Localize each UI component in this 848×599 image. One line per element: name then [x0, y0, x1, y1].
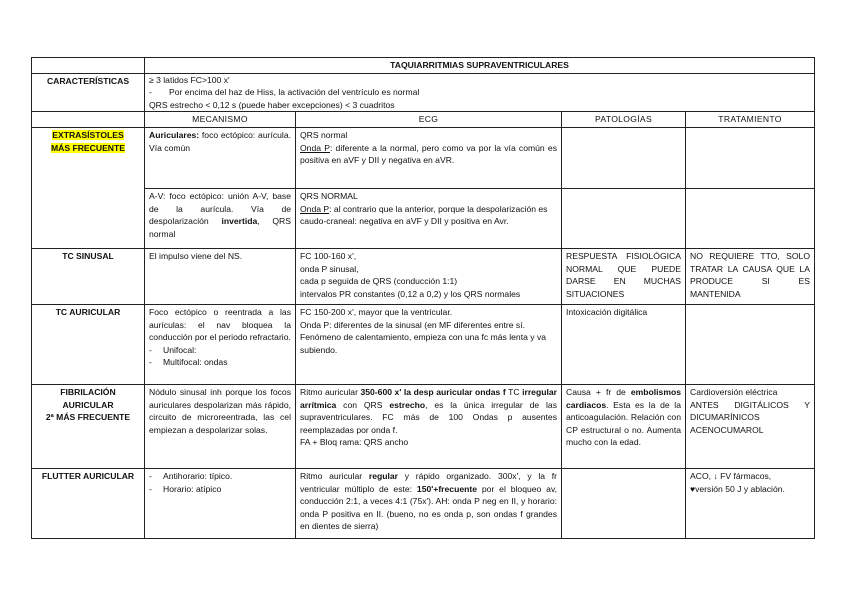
- ecg-cell: Ritmo auricular regular y rápido organizado. 300x', y la fr ventricular múltiplo de este: 150'+frecuente por el bloqueo av, conducción 2:1, a veces 4:1 (75x'). AH: onda P neg en II, y horario: onda P positiva en II. (bueno, no es onda p, son ondas f grandes en dientes de sierra): [296, 468, 562, 538]
- column-header-tratamiento: TRATAMIENTO: [686, 112, 815, 128]
- table-row-tc-sinusal: [32, 248, 815, 304]
- patologias-cell: RESPUESTA FISIOLÓGICA NORMAL QUE PUEDE DARSE EN MUCHAS SITUACIONES: [562, 248, 686, 304]
- ecg-cell: Ritmo auricular 350-600 x' la desp auricular ondas f TC irregular arrítmica con QRS estrecho, es la única irregular de las supraventriculares. FC más de 100 Ondas p ausentes reemplazadas por onda f. FA + Bloq rama: QRS ancho: [296, 384, 562, 468]
- ecg-cell: FC 150-200 x', mayor que la ventricular. Onda P: diferentes de la sinusal (en MF diferentes entre sí. Fenómeno de calentamiento, empieza con una fc más lenta y va subiendo.: [296, 304, 562, 384]
- ecg-cell: QRS normal Onda P: diferente a la normal, pero como va por la vía común es positiva en aVF y DII y negativa en aVR.: [296, 127, 562, 188]
- patologias-cell: Intoxicación digitálica: [562, 304, 686, 384]
- tratamiento-cell: ACO, ↓ FV fármacos, ♥versión 50 J y ablación.: [686, 468, 815, 538]
- row-label-flutter: FLUTTER AURICULAR: [32, 468, 145, 538]
- ecg-cell: QRS NORMAL Onda P: al contrario que la anterior, porque la despolarización es caudo-craneal: negativa en aVF y DII y positiva en Avr.: [296, 188, 562, 248]
- row-label-fibrilacion: FIBRILACIÓN AURICULAR 2ª MÁS FRECUENTE: [32, 384, 145, 468]
- mecanismo-cell: Auriculares: foco ectópico: aurícula. Vía común: [145, 127, 296, 188]
- row-label-tc-auricular: TC AURICULAR: [32, 304, 145, 384]
- characteristics-line: QRS estrecho < 0,12 s (puede haber excepciones) < 3 cuadritos: [149, 99, 395, 110]
- title-row: [32, 58, 815, 74]
- row-label-tc-sinusal: TC SINUSAL: [32, 248, 145, 304]
- mecanismo-cell: Foco ectópico o reentrada a las aurículas: el nav bloquea la conducción por el periodo refractario. - Unifocal: - Multifocal: ondas: [145, 304, 296, 384]
- mecanismo-cell: Nódulo sinusal inh porque los focos auriculares despolarizan más rápido, circuito de microreentrada, las cel empiezan a despolarizar solas.: [145, 384, 296, 468]
- table-row-flutter: [32, 468, 815, 538]
- table-title: TAQUIARRITMIAS SUPRAVENTRICULARES: [145, 58, 815, 74]
- tratamiento-cell: [686, 304, 815, 384]
- column-header-mecanismo: MECANISMO: [145, 112, 296, 128]
- bullet-dash: -: [149, 87, 152, 98]
- characteristics-label: CARACTERÍSTICAS: [32, 73, 145, 112]
- mecanismo-cell: A-V: foco ectópico: unión A-V, base de la aurícula. Vía de despolarización invertida, QRS normal: [145, 188, 296, 248]
- patologias-cell: Causa + fr de embolismos cardiacos. Esta es la de la anticoagulación. Relación con CP estructural o no. Aumenta mucho con la edad.: [562, 384, 686, 468]
- tratamiento-cell: NO REQUIERE TTO, SOLO TRATAR LA CAUSA QUE LA PRODUCE SI ES MANTENIDA: [686, 248, 815, 304]
- patologias-cell: [562, 468, 686, 538]
- table-row-fibrilacion: [32, 384, 815, 468]
- mecanismo-cell: - Antihorario: típico. - Horario: atípico: [145, 468, 296, 538]
- arrhythmia-table: [31, 57, 815, 539]
- column-header-ecg: ECG: [296, 112, 562, 128]
- table-row-extrasistoles-av: [32, 188, 815, 248]
- column-header-row: [32, 112, 815, 128]
- patologias-cell: [562, 127, 686, 188]
- table-row-extrasistoles-auriculares: [32, 127, 815, 188]
- tratamiento-cell: Cardioversión eléctrica ANTES DIGITÁLICOS Y DICUMARÍNICOS ACENOCUMAROL: [686, 384, 815, 468]
- characteristics-row: [32, 73, 815, 112]
- characteristics-line: ≥ 3 latidos FC>100 x': [149, 74, 230, 85]
- tratamiento-cell: [686, 127, 815, 188]
- column-header-patologias: PATOLOGÍAS: [562, 112, 686, 128]
- characteristics-cell: [145, 73, 815, 112]
- ecg-cell: FC 100-160 x', onda P sinusal, cada p seguida de QRS (conducción 1:1) intervalos PR constantes (0,12 a 0,2) y los QRS normales: [296, 248, 562, 304]
- tratamiento-cell: [686, 188, 815, 248]
- patologias-cell: [562, 188, 686, 248]
- table-row-tc-auricular: [32, 304, 815, 384]
- characteristics-line: Por encima del haz de Hiss, la activación del ventrículo es normal: [169, 87, 420, 98]
- row-label-extrasistoles: EXTRASÍSTOLES MÁS FRECUENTE: [32, 127, 145, 248]
- mecanismo-cell: El impulso viene del NS.: [145, 248, 296, 304]
